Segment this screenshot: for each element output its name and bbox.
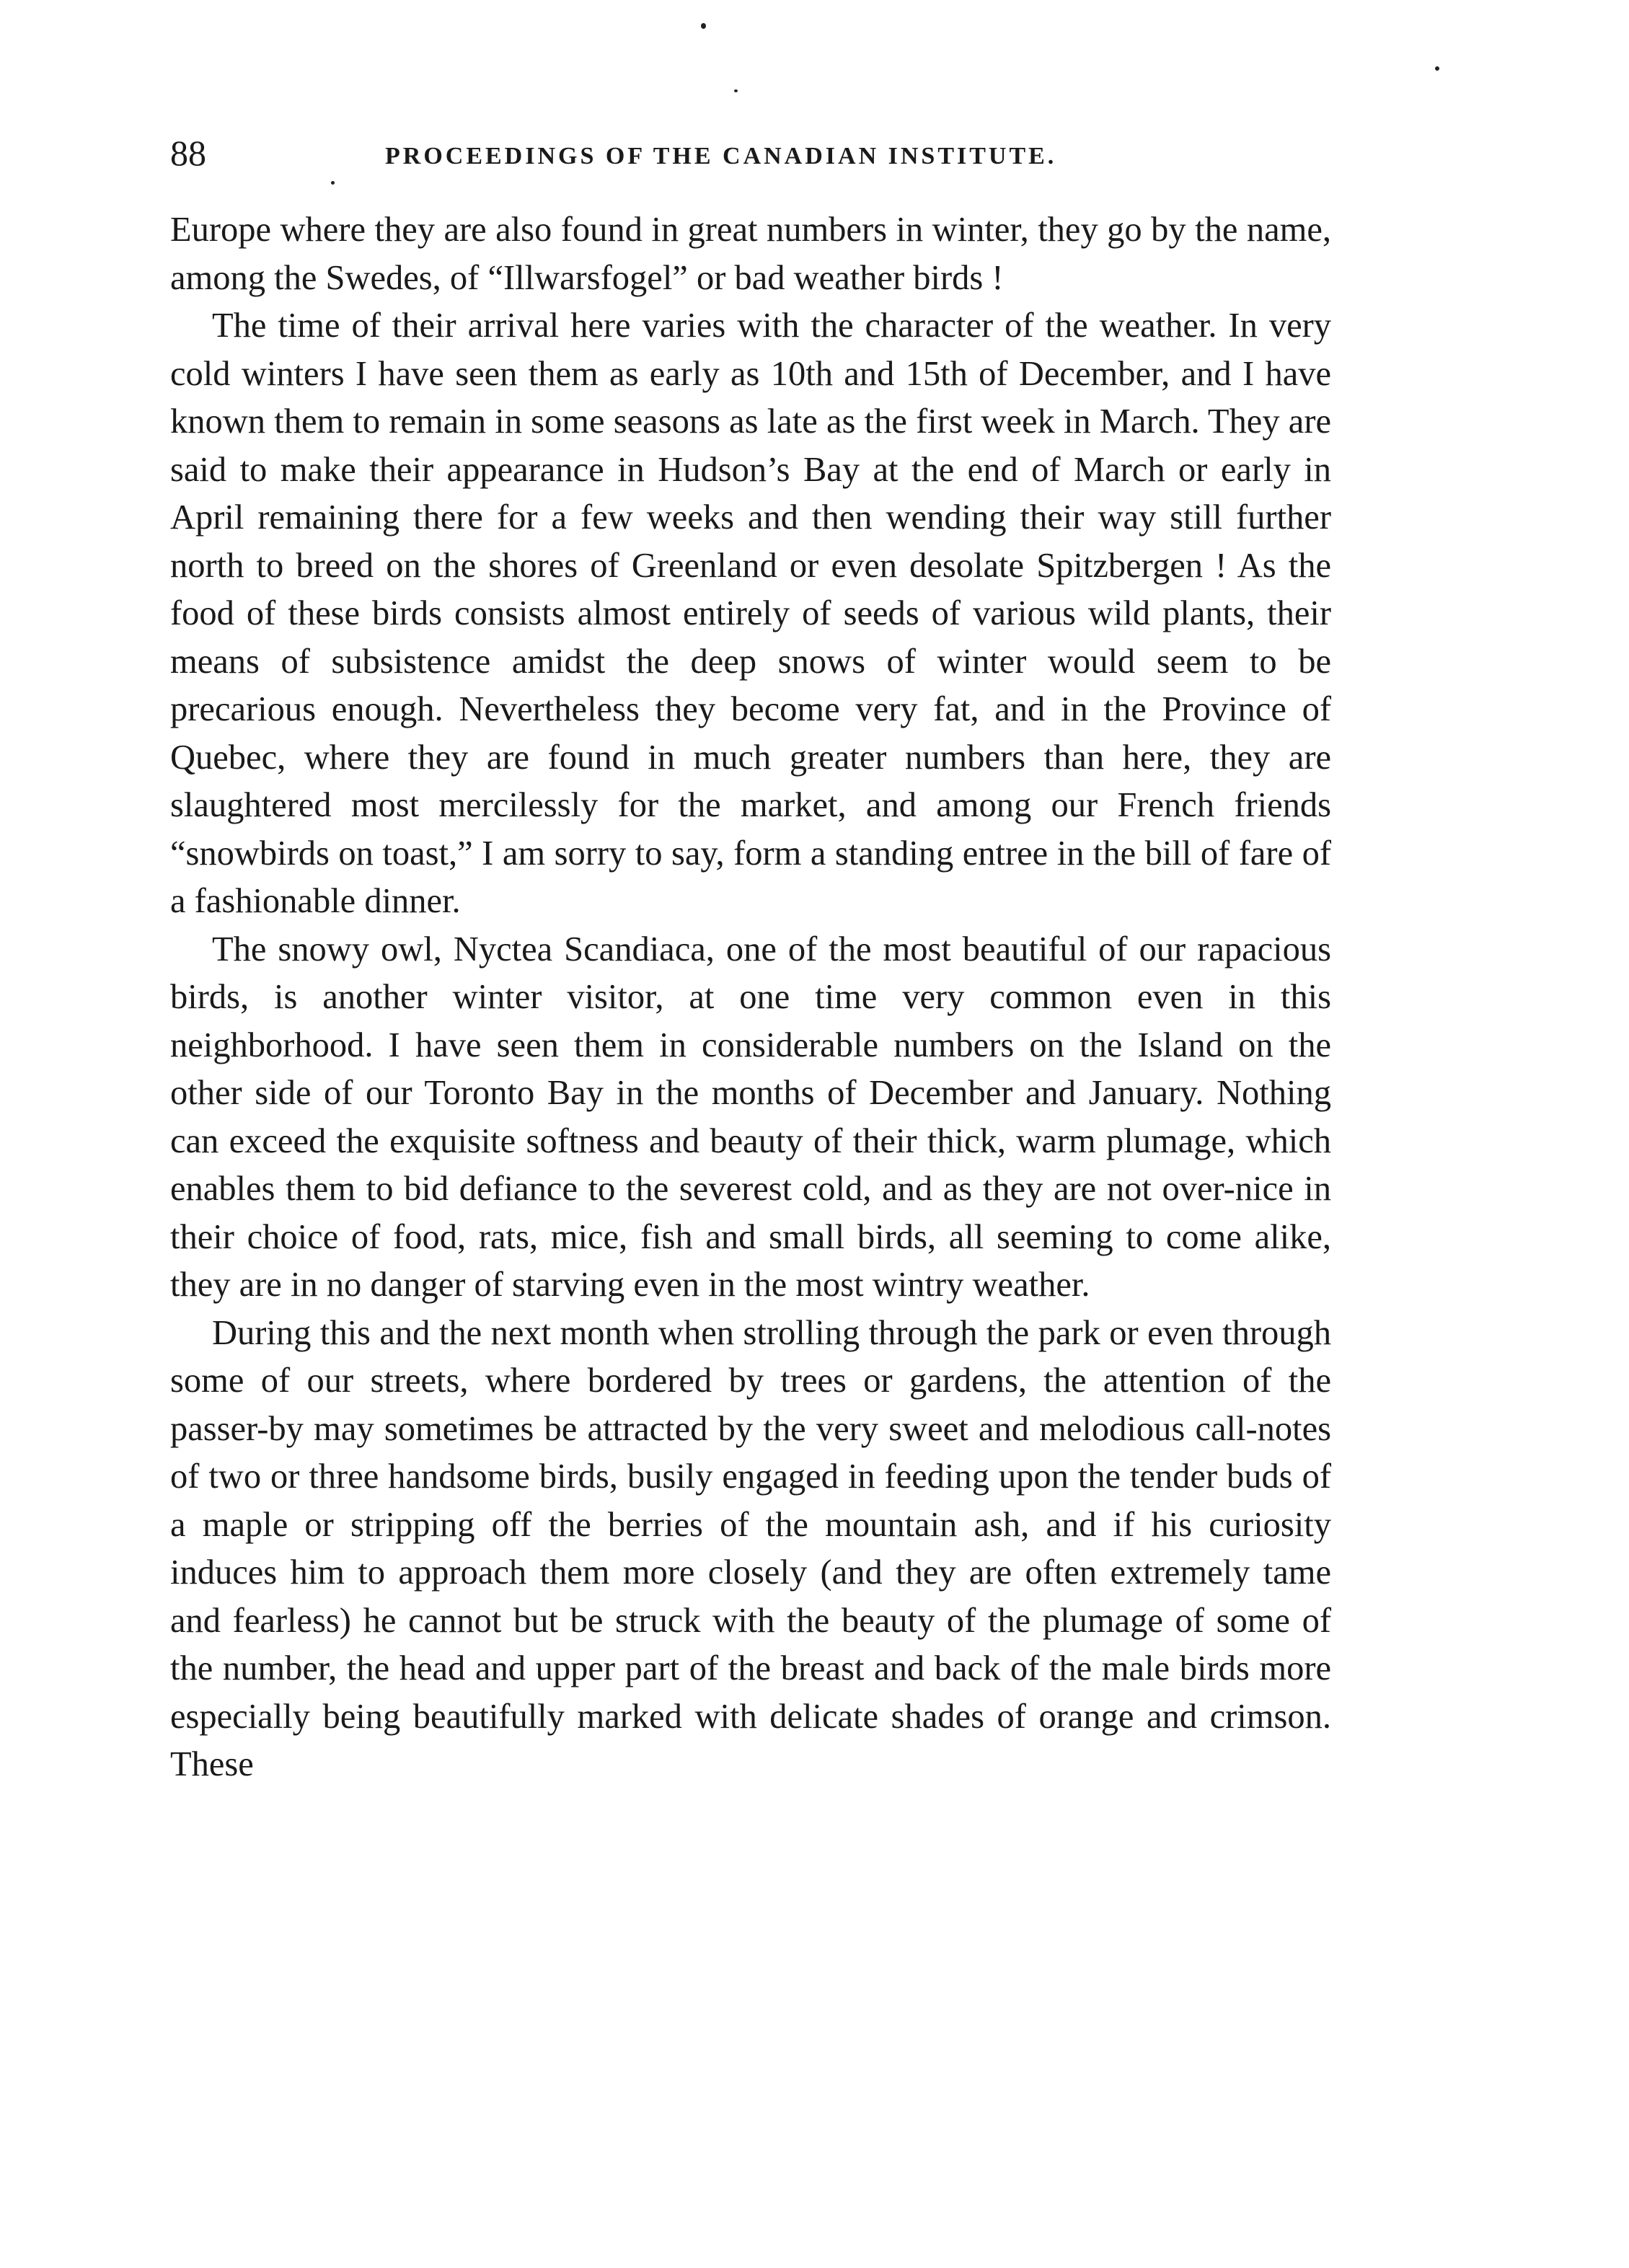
scan-speck <box>734 89 738 92</box>
body-text <box>170 206 1331 1789</box>
scan-speck <box>701 23 706 29</box>
paragraph-snowy-owl: The snowy owl, Nyctea Scandiaca, one of the most beautiful of our rapacious birds, is another winter visitor, at one time very common even in this neighborhood. I have seen them in considerable numbers on the Island on the other side of our Toronto Bay in the months of December and January. Nothing can exceed the exquisite softness and beauty of their thick, warm plumage, which enables them to bid defiance to the severest cold, and as they are not over-nice in their choice of food, rats, mice, fish and small birds, all seeming to come alike, they are in no danger of starving even in the most wintry weather. <box>170 930 1331 1304</box>
scan-speck <box>331 181 335 185</box>
page-number: 88 <box>170 133 206 173</box>
paragraph-continuation: Europe where they are also found in great numbers in winter, they go by the name, among the Swedes, of “Illwarsfogel” or bad weather birds ! <box>170 211 1331 297</box>
paragraph-winter-birds: During this and the next month when strolling through the park or even through some of our streets, where bordered by trees or gardens, the attention of the passer-by may sometimes be attracted by the very sweet and melodious call-notes of two or three handsome birds, busily engaged in feeding upon the tender buds of a maple or stripping off the berries of the mountain ash, and if his curiosity induces him to approach them more closely (and they are often extremely tame and fearless) he cannot but be struck with the beauty of the plumage of some of the number, the head and upper part of the breast and back of the male birds more especially being beautifully marked with delicate shades of orange and crimson. These <box>170 1313 1331 1783</box>
running-title: PROCEEDINGS OF THE CANADIAN INSTITUTE. <box>385 143 1057 169</box>
scan-speck <box>1435 66 1439 71</box>
paragraph-arrival-time: The time of their arrival here varies with the character of the weather. In very cold winters I have seen them as early as 10th and 15th of December, and I have known them to remain in some seasons as late as the first week in March. They are said to make their appearance in Hudson’s Bay at the end of March or early in April remaining there for a few weeks and then wending their way still further north to breed on the shores of Greenland or even desolate Spitzbergen ! As the food of these birds consists almost entirely of seeds of various wild plants, their means of subsistence amidst the deep snows of winter would seem to be precarious enough. Nevertheless they become very fat, and in the Province of Quebec, where they are found in much greater numbers than here, they are slaughtered most mercilessly for the market, and among our French friends “snowbirds on toast,” I am sorry to say, form a standing entree in the bill of fare of a fashionable dinner. <box>170 306 1331 920</box>
page-header <box>170 131 1331 182</box>
